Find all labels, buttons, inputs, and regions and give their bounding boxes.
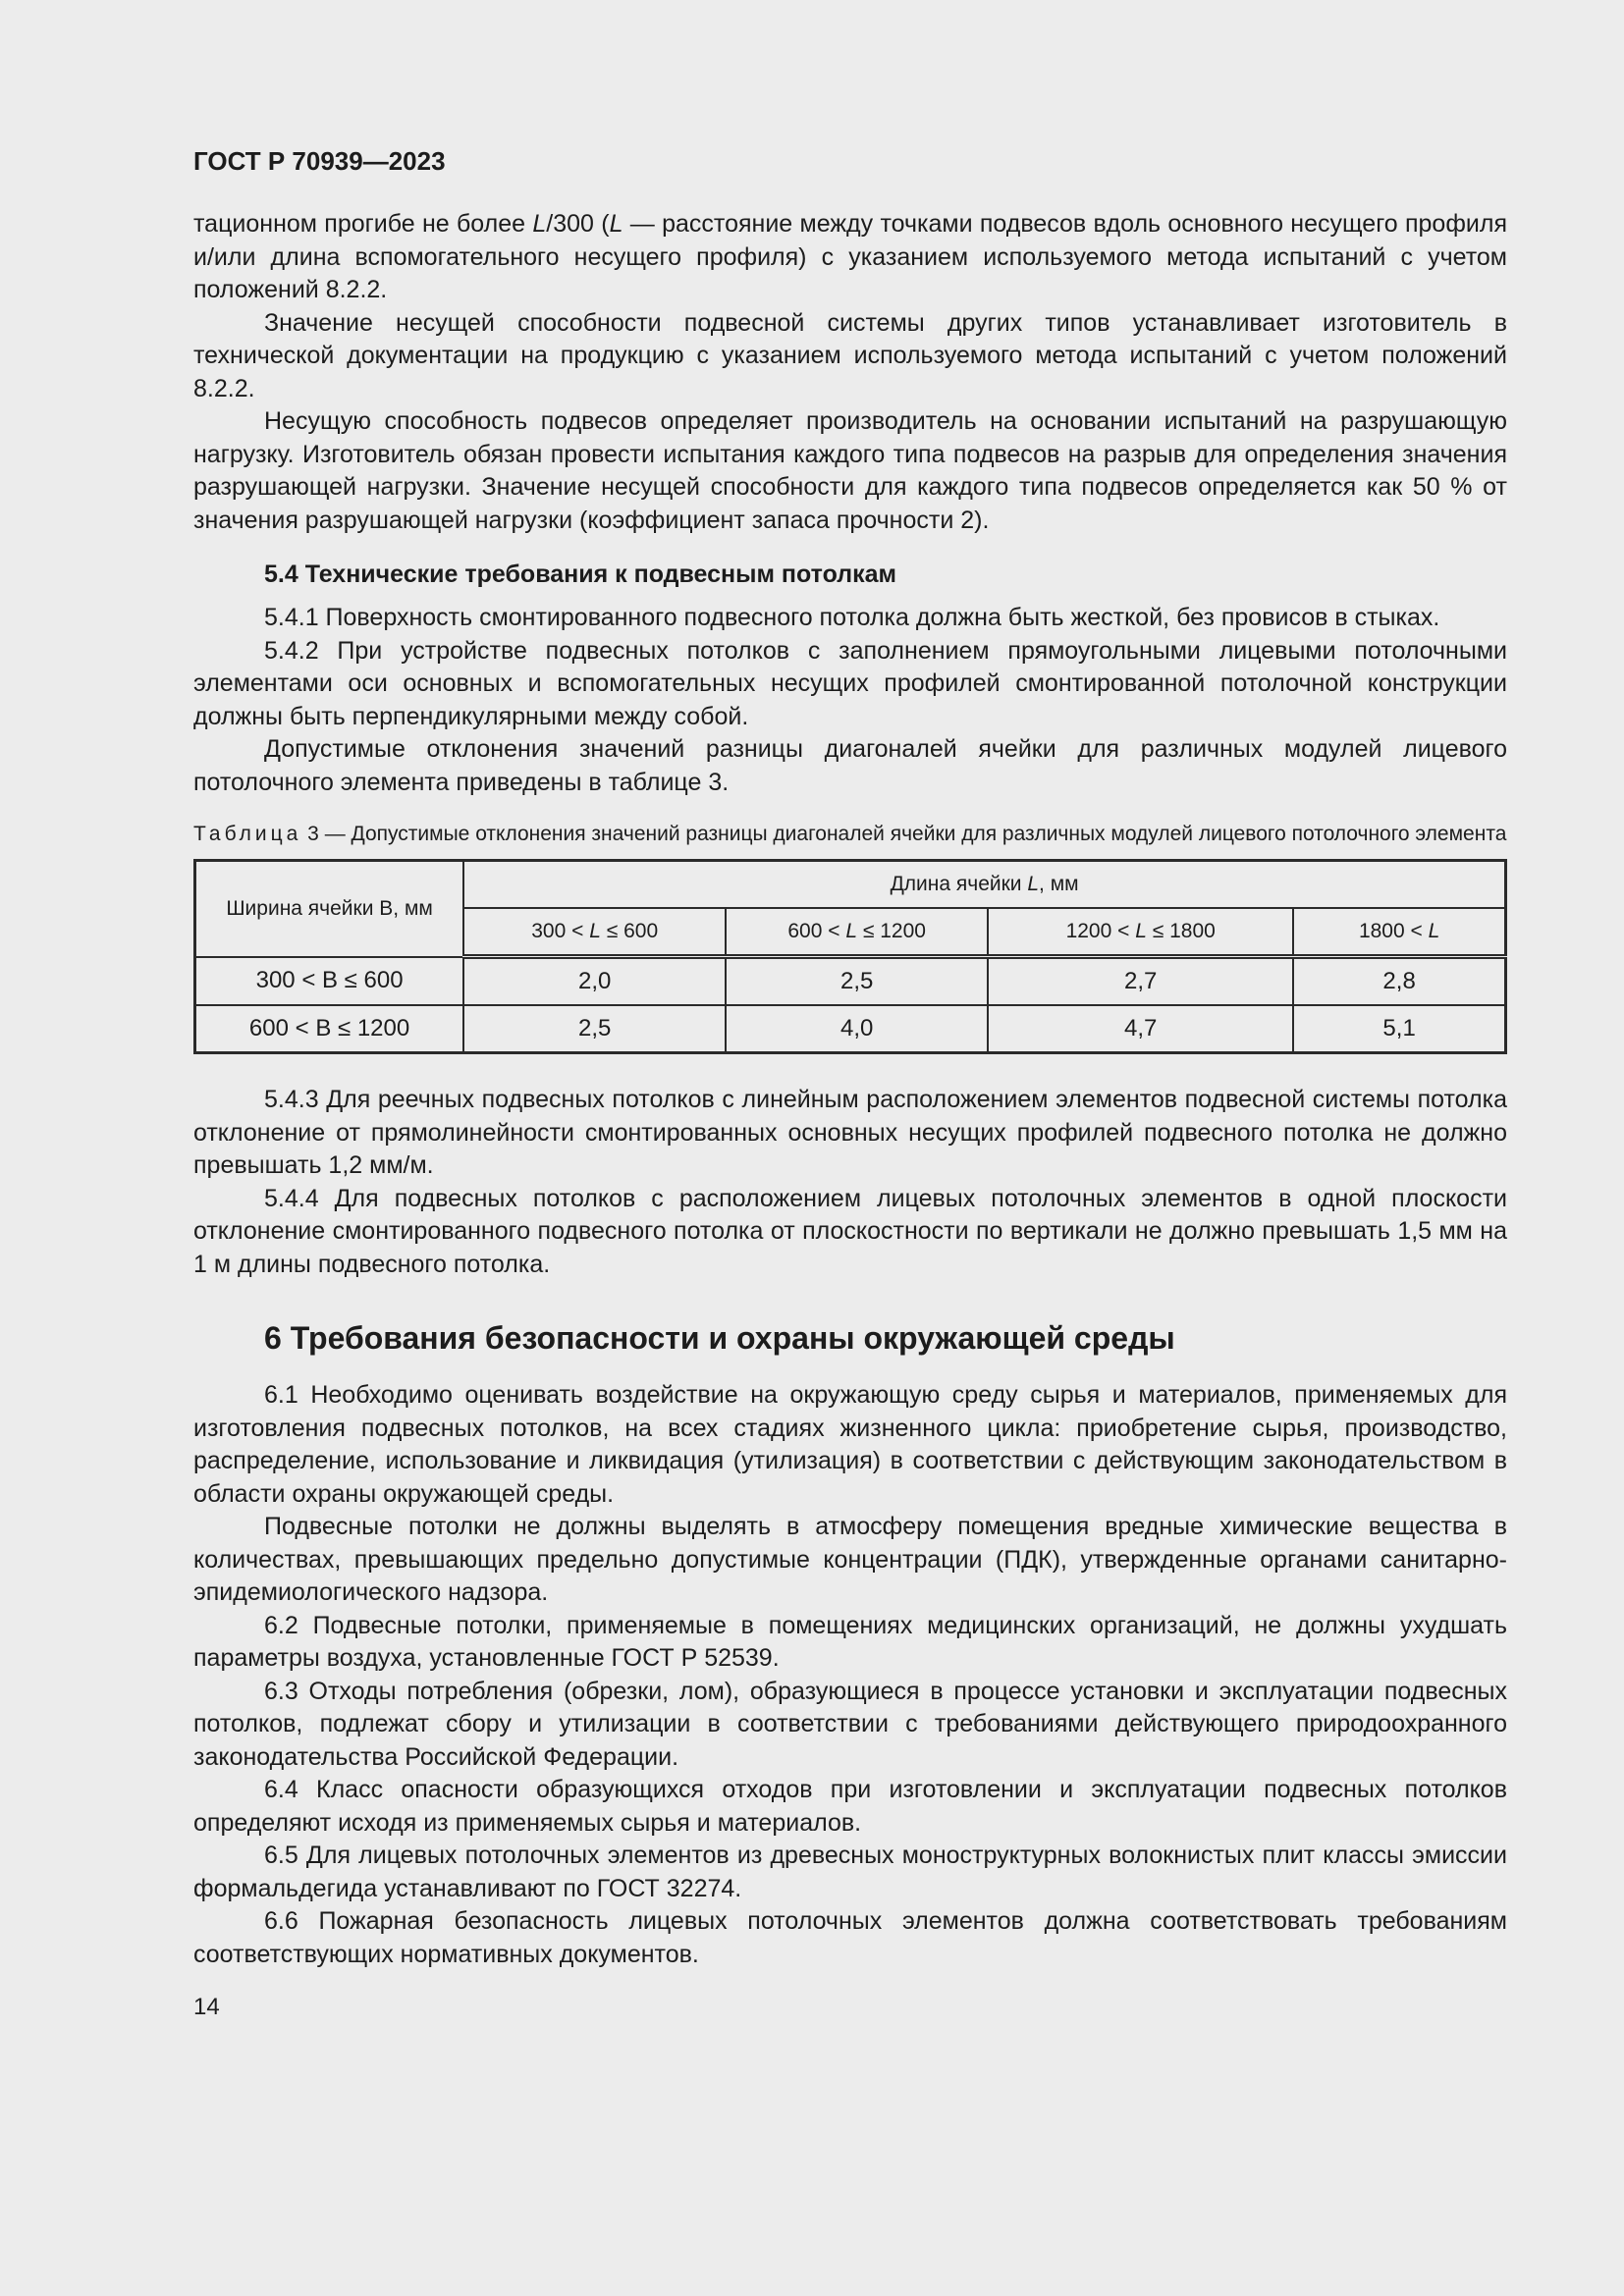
table-cell: 2,8	[1293, 957, 1505, 1006]
table-cell-label: 600 < В ≤ 1200	[195, 1005, 464, 1053]
document-code-header: ГОСТ Р 70939—2023	[193, 146, 446, 176]
table-cell: 2,5	[726, 957, 988, 1006]
paragraph-5-4-1: 5.4.1 Поверхность смонтированного подвесного потолка должна быть жесткой, без провисов в стыках.	[264, 604, 1440, 631]
table-cell: 5,1	[1293, 1005, 1505, 1053]
paragraph-6-1: 6.1 Необходимо оценивать воздействие на окружающую среду сырья и материалов, применяемых для изготовления подвесных потолков, на всех стадиях жизненного цикла: приобретение сырья, производство, распределение, использование и ликвидация (утилизация) в соответствии с действующим законодательством в области охраны окружающей среды.	[193, 1381, 1507, 1508]
table-3	[193, 859, 1507, 1054]
paragraph-6-2: 6.2 Подвесные потолки, применяемые в помещениях медицинских организаций, не должны ухудшать параметры воздуха, установленные ГОСТ Р 52539.	[193, 1611, 1507, 1672]
paragraph-6-5: 6.5 Для лицевых потолочных элементов из древесных моноструктурных волокнистых плит классы эмиссии формальдегида устанавливают по ГОСТ 32274.	[193, 1842, 1507, 1902]
paragraph-5-4-3: 5.4.3 Для реечных подвесных потолков с линейным расположением элементов подвесной системы потолка отклонение от прямолинейности смонтированных основных несущих профилей подвесного потолка не должно превышать 1,2 мм/м.	[193, 1086, 1507, 1179]
page-number: 14	[193, 1994, 220, 2020]
subsection-title-5-4: 5.4 Технические требования к подвесным потолкам	[264, 561, 897, 588]
table-row-header: Ширина ячейки В, мм	[195, 861, 464, 957]
table-cell-label: 300 < В ≤ 600	[195, 957, 464, 1006]
table-row	[195, 957, 1506, 1006]
section-title-6: 6 Требования безопасности и охраны окружающей среды	[264, 1320, 1175, 1356]
document-page	[193, 145, 1507, 2022]
paragraph: Несущую способность подвесов определяет производитель на основании испытаний на разрушающую нагрузку. Изготовитель обязан провести испытания каждого типа подвесов на разрыв для определения значения разрушающей нагрузки. Значение несущей способности для каждого типа подвесов определяется как 50 % от значения разрушающей нагрузки (коэффициент запаса прочности 2).	[193, 407, 1507, 534]
table-cell: 4,7	[988, 1005, 1293, 1053]
paragraph-continuation: тационном прогибе не более L/300 (L — расстояние между точками подвесов вдоль основного несущего профиля и/или длина вспомогательного несущего профиля) с указанием используемого метода испытаний с учетом положений 8.2.2.	[193, 210, 1507, 303]
table-column-header: 1800 < L	[1293, 908, 1505, 957]
table-column-header: 600 < L ≤ 1200	[726, 908, 988, 957]
table-cell: 2,7	[988, 957, 1293, 1006]
table-column-header: 300 < L ≤ 600	[463, 908, 726, 957]
paragraph-5-4-4: 5.4.4 Для подвесных потолков с расположением лицевых потолочных элементов в одной плоскости отклонение смонтированного подвесного потолка от плоскостности по вертикали не должно превышать 1,5 мм на 1 м длины подвесного потолка.	[193, 1184, 1507, 1278]
table-cell: 4,0	[726, 1005, 988, 1053]
table-caption-text: 3 — Допустимые отклонения значений разницы диагоналей ячейки для различных модулей лицевого потолочного элемента	[301, 823, 1507, 845]
paragraph-5-4-2: 5.4.2 При устройстве подвесных потолков с заполнением прямоугольными лицевыми потолочными элементами оси основных и вспомогательных несущих профилей смонтированной потолочной конструкции должны быть перпендикулярными между собой.	[193, 636, 1507, 730]
table-caption	[193, 821, 1507, 847]
paragraph: Подвесные потолки не должны выделять в атмосферу помещения вредные химические вещества в количествах, превышающих предельно допустимые концентрации (ПДК), утвержденные органами санитарно-эпидемиологического надзора.	[193, 1513, 1507, 1606]
paragraph: Допустимые отклонения значений разницы диагоналей ячейки для различных модулей лицевого потолочного элемента приведены в таблице 3.	[193, 735, 1507, 796]
table-column-header: 1200 < L ≤ 1800	[988, 908, 1293, 957]
table-group-header: Длина ячейки L, мм	[463, 861, 1505, 909]
paragraph: Значение несущей способности подвесной системы других типов устанавливает изготовитель в технической документации на продукцию с указанием используемого метода испытаний с учетом положений 8.2.2.	[193, 308, 1507, 402]
table-row	[195, 1005, 1506, 1053]
paragraph-6-6: 6.6 Пожарная безопасность лицевых потолочных элементов должна соответствовать требованиям соответствующих нормативных документов.	[193, 1907, 1507, 1968]
table-caption-prefix: Таблица	[193, 823, 302, 845]
paragraph-6-3: 6.3 Отходы потребления (обрезки, лом), образующиеся в процессе установки и эксплуатации подвесных потолков, подлежат сбору и утилизации в соответствии с требованиями действующего природоохранного законодательства Российской Федерации.	[193, 1677, 1507, 1771]
paragraph-6-4: 6.4 Класс опасности образующихся отходов при изготовлении и эксплуатации подвесных потолков определяют исходя из применяемых сырья и материалов.	[193, 1776, 1507, 1837]
table-cell: 2,5	[463, 1005, 726, 1053]
table-cell: 2,0	[463, 957, 726, 1006]
